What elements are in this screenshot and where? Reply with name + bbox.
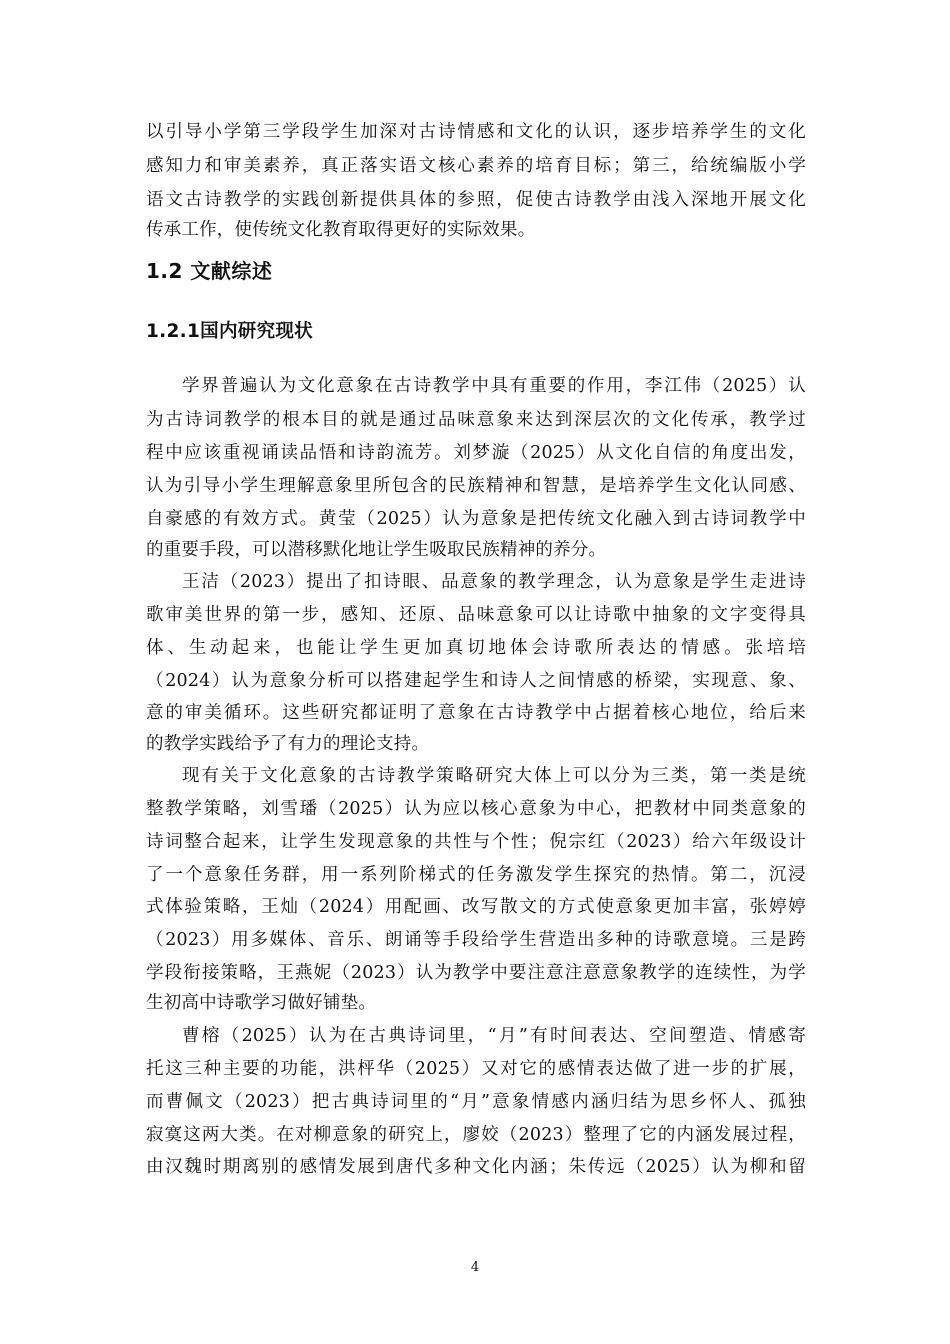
intro-line: 传承工作，使传统文化教育取得更好的实际效果。 [146,220,536,240]
paragraph-4-line: 寂寞这两大类。在对柳意象的研究上，廖姣（2023）整理了它的内涵发展过程， [146,1125,806,1145]
page-number: 4 [470,1260,480,1275]
paragraph-1-line: 自豪感的有效方式。黄莹（2025）认为意象是把传统文化融入到古诗词教学中 [146,509,806,529]
paragraph-3-line: （2023）用多媒体、音乐、朗诵等手段给学生营造出多种的诗歌意境。三是跨 [146,930,806,950]
intro-line: 以引导小学第三学段学生加深对古诗情感和文化的认识，逐步培养学生的文化 [146,122,806,142]
paragraph-4-line: 由汉魏时期离别的感情发展到唐代多种文化内涵；朱传远（2025）认为柳和留 [146,1157,806,1177]
paragraph-3-line: 诗词整合起来，让学生发现意象的共性与个性；倪宗红（2023）给六年级设计 [146,832,806,852]
paragraph-3-line: 式体验策略，王灿（2024）用配画、改写散文的方式使意象更加丰富，张婷婷 [146,897,806,917]
paragraph-2-line: 的教学实践给予了有力的理论支持。 [146,734,430,754]
paragraph-1-line: 认为引导小学生理解意象里所包含的民族精神和智慧，是培养学生文化认同感、 [146,476,806,496]
section-heading: 1.2 文献综述 [146,259,273,283]
intro-line: 感知力和审美素养，真正落实语文核心素养的培育目标；第三，给统编版小学 [146,156,806,176]
paragraph-1-line: 程中应该重视诵读品悟和诗韵流芳。刘梦漩（2025）从文化自信的角度出发， [146,443,806,463]
paragraph-2-line: （2024）认为意象分析可以搭建起学生和诗人之间情感的桥梁，实现意、象、 [146,671,806,691]
subsection-heading: 1.2.1国内研究现状 [146,321,313,342]
paragraph-3-line: 整教学策略，刘雪璠（2025）认为应以核心意象为中心，把教材中同类意象的 [146,799,806,819]
paragraph-1-line: 为古诗词教学的根本目的就是通过品味意象来达到深层次的文化传承，教学过 [146,410,806,430]
paragraph-4-line: 而曹佩文（2023）把古典诗词里的“月”意象情感内涵归结为思乡怀人、孤独 [146,1092,806,1112]
paragraph-2-line: 意的审美循环。这些研究都证明了意象在古诗教学中占据着核心地位，给后来 [146,703,806,723]
intro-line: 语文古诗教学的实践创新提供具体的参照，促使古诗教学由浅入深地开展文化 [146,190,806,210]
paragraph-3-line: 了一个意象任务群，用一系列阶梯式的任务激发学生探究的热情。第二，沉浸 [146,865,806,885]
paragraph-2-line: 王洁（2023）提出了扣诗眼、品意象的教学理念，认为意象是学生走进诗 [182,572,806,592]
paragraph-1-line: 的重要手段，可以潜移默化地让学生吸取民族精神的养分。 [146,540,607,560]
paragraph-2-line: 体、生动起来，也能让学生更加真切地体会诗歌所表达的情感。张培培 [146,638,806,658]
paragraph-3-line: 学段衔接策略，王燕妮（2023）认为教学中要注意注意意象教学的连续性，为学 [146,963,806,983]
paragraph-2-line: 歌审美世界的第一步，感知、还原、品味意象可以让诗歌中抽象的文字变得具 [146,605,806,625]
paragraph-3-line: 生初高中诗歌学习做好铺垫。 [146,993,377,1013]
paragraph-4-line: 托这三种主要的功能，洪枰华（2025）又对它的感情表达做了进一步的扩展， [146,1059,806,1079]
paragraph-1-line: 学界普遍认为文化意象在古诗教学中具有重要的作用，李江伟（2025）认 [182,376,806,396]
paragraph-3-line: 现有关于文化意象的古诗教学策略研究大体上可以分为三类，第一类是统 [182,766,806,786]
paragraph-4-line: 曹榕（2025）认为在古典诗词里，“月”有时间表达、空间塑造、情感寄 [182,1026,806,1046]
